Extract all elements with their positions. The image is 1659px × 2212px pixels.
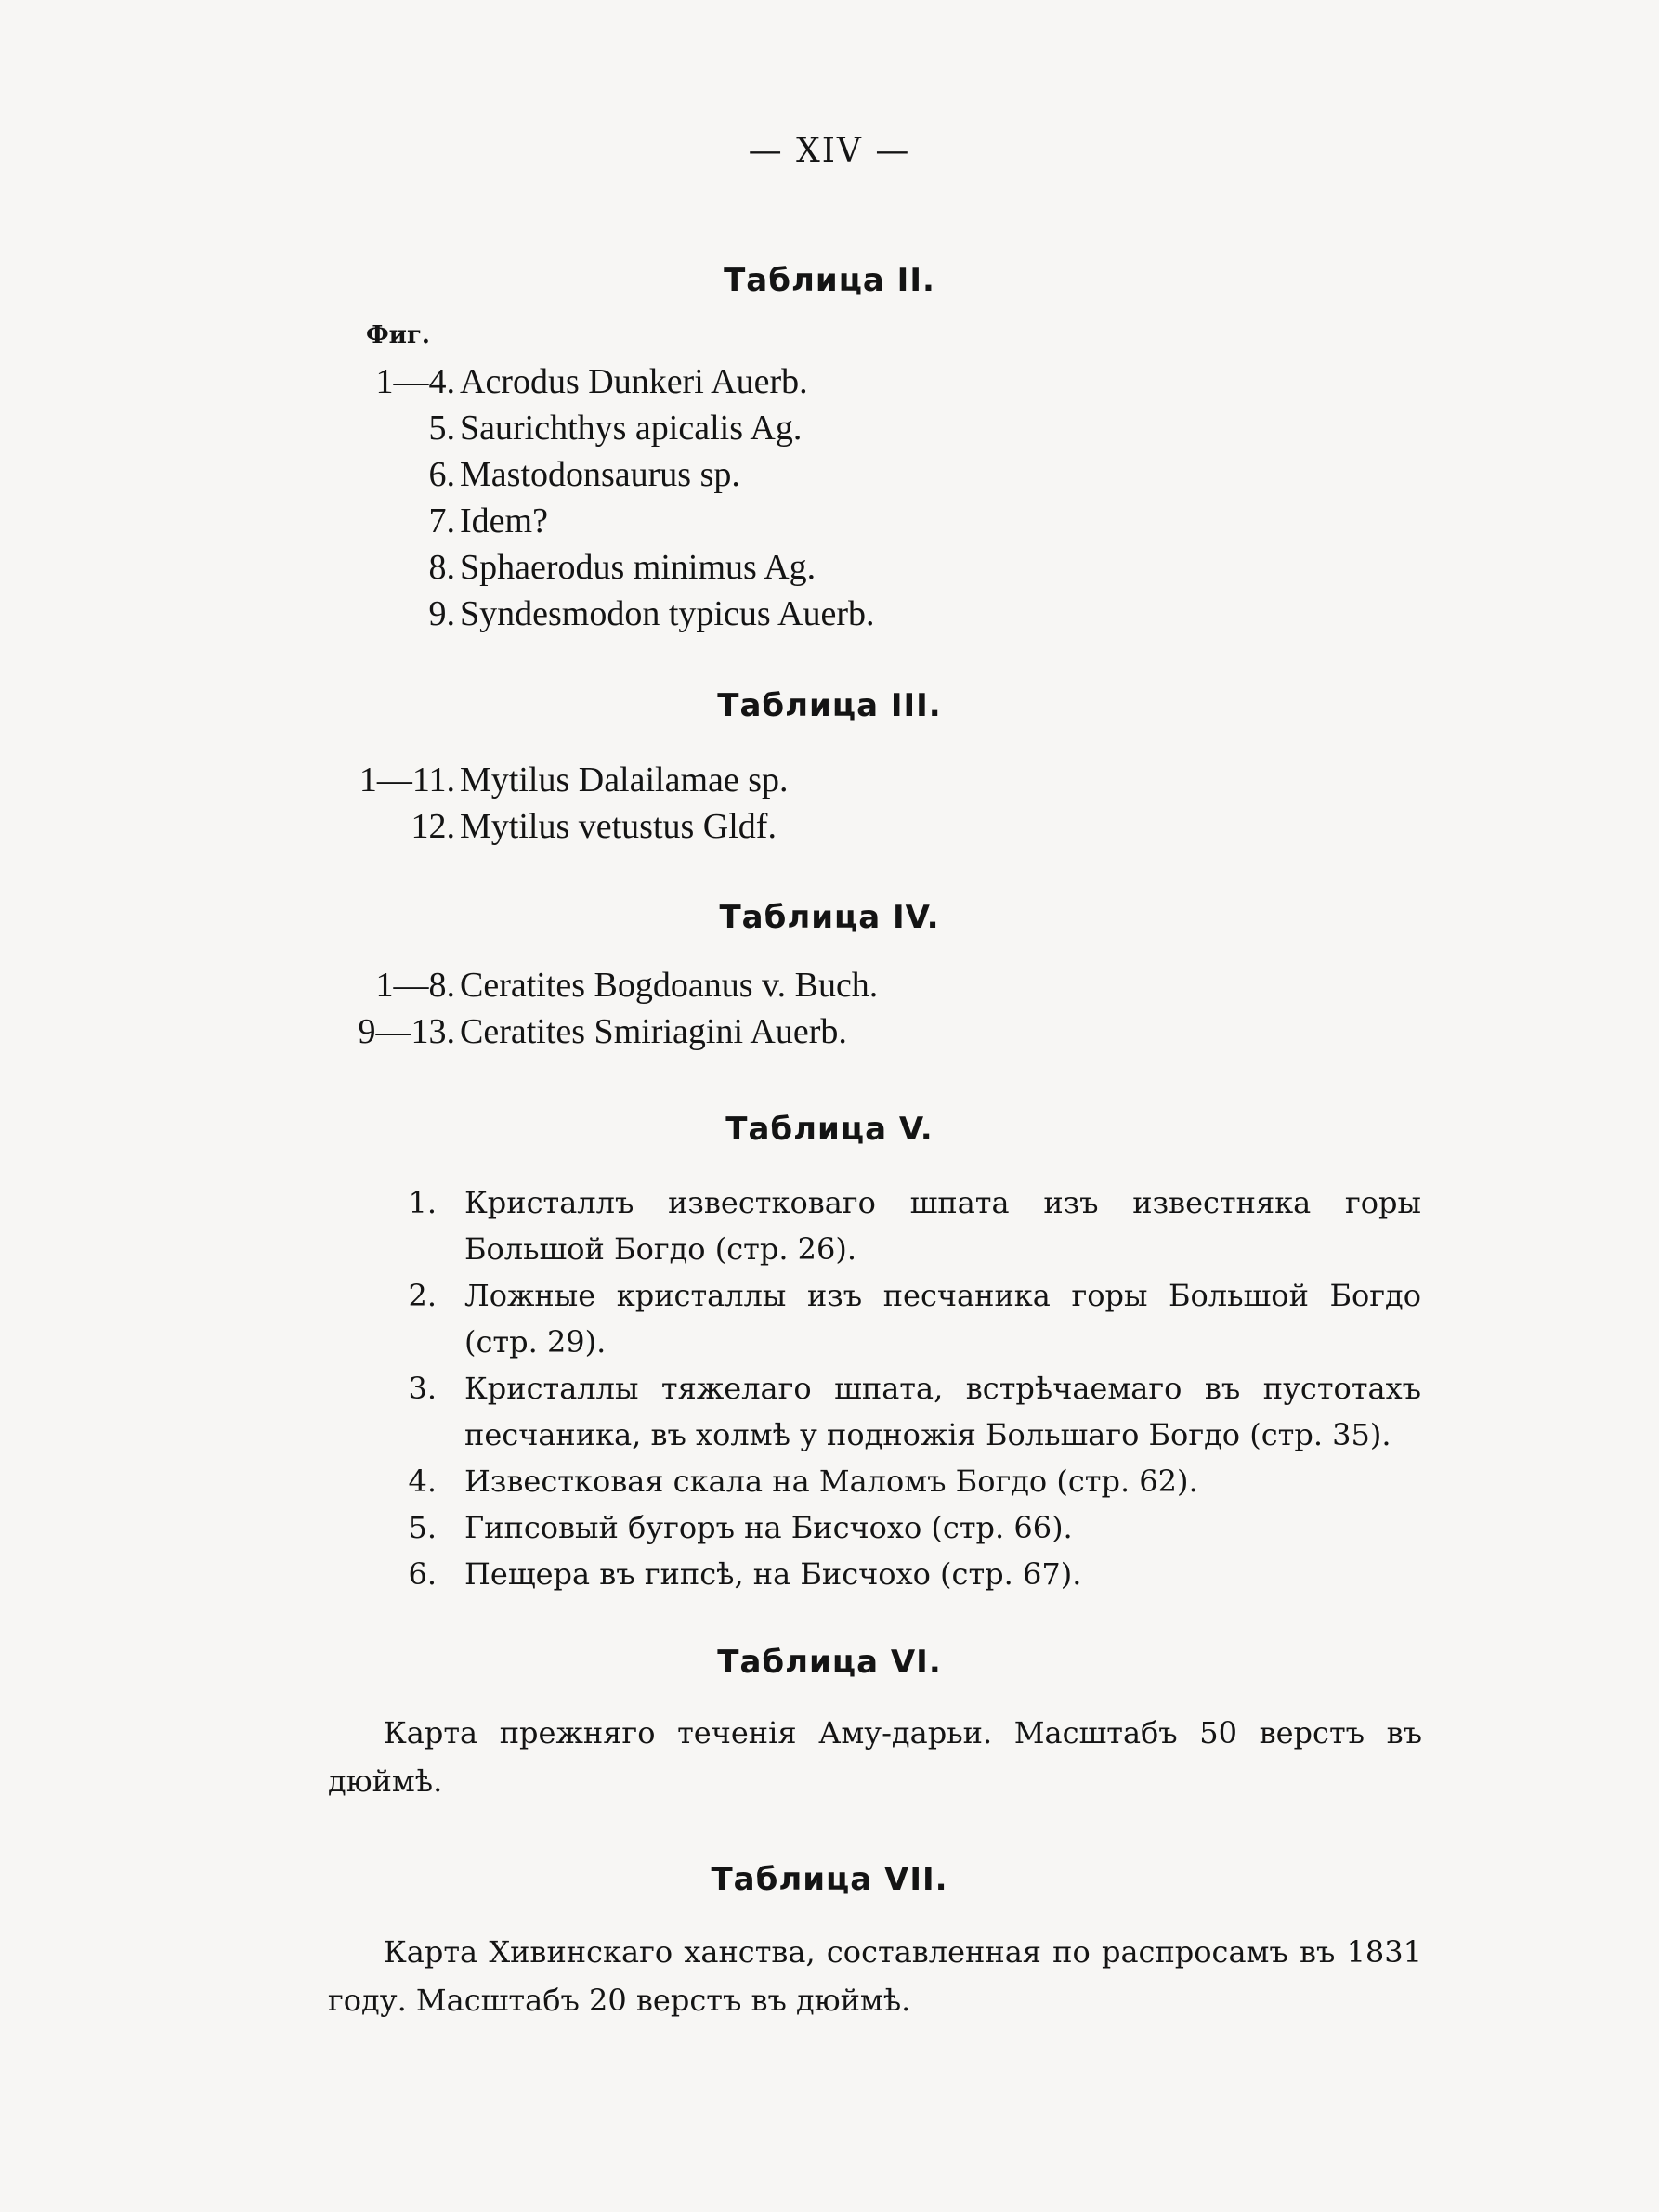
table-4-list xyxy=(0,962,1659,1055)
item-text: Mastodonsaurus sp. xyxy=(460,455,740,494)
table-7-text: Карта Хивинскаго ханства, составленная по распросамъ въ 1831 году. Масштабъ 20 верстъ въ дюймѣ. xyxy=(328,1934,1422,2018)
table-6-text: Карта прежняго теченія Аму-дарьи. Масштабъ 50 верстъ въ дюймѣ. xyxy=(328,1715,1422,1799)
list-item xyxy=(0,1272,1659,1365)
list-item xyxy=(0,803,1659,850)
table-7-heading: Таблица VII. xyxy=(711,1861,948,1898)
table-3-heading: Таблица III. xyxy=(717,687,942,724)
page-number: — XIV — xyxy=(748,132,911,170)
item-text: Ceratites Smiriagini Auerb. xyxy=(460,1012,847,1051)
list-item xyxy=(0,405,1659,451)
item-text: Sphaerodus minimus Ag. xyxy=(460,548,816,587)
table-4-heading: Таблица IV. xyxy=(719,899,940,936)
list-item xyxy=(0,1504,1659,1551)
item-number: 9. xyxy=(428,594,455,633)
item-number: 4. xyxy=(408,1464,437,1499)
list-item xyxy=(0,544,1659,591)
item-text: Пещера въ гипсѣ, на Бисчохо (стр. 67). xyxy=(464,1556,1082,1592)
item-number: 3. xyxy=(408,1371,437,1406)
item-number: 7. xyxy=(428,501,455,540)
list-item xyxy=(0,1551,1659,1597)
item-number: 1—8. xyxy=(375,966,455,1005)
item-number: 9—13. xyxy=(358,1012,455,1051)
table-6-description xyxy=(328,1709,1422,1805)
item-text: Syndesmodon typicus Auerb. xyxy=(460,594,875,633)
list-item xyxy=(0,962,1659,1008)
item-number: 1—11. xyxy=(359,761,455,800)
item-number: 12. xyxy=(411,807,455,846)
list-item xyxy=(0,591,1659,637)
item-text: Saurichthys apicalis Ag. xyxy=(460,409,803,448)
item-text: Acrodus Dunkeri Auerb. xyxy=(460,362,808,401)
table-6-heading: Таблица VI. xyxy=(717,1644,942,1681)
item-text: Mytilus Dalailamae sp. xyxy=(460,761,789,800)
item-text: Idem? xyxy=(460,501,548,540)
list-item xyxy=(0,1179,1659,1272)
item-text: Ceratites Bogdoanus v. Buch. xyxy=(460,966,879,1005)
fig-label: Фиг. xyxy=(366,321,430,349)
item-text: Ложные кристаллы изъ песчаника горы Большой Богдо (стр. 29). xyxy=(464,1278,1421,1360)
item-number: 8. xyxy=(428,548,455,587)
item-number: 2. xyxy=(408,1278,437,1313)
item-number: 5. xyxy=(428,409,455,448)
item-text: Гипсовый бугоръ на Бисчохо (стр. 66). xyxy=(464,1510,1073,1545)
item-text: Известковая скала на Маломъ Богдо (стр. 62). xyxy=(464,1464,1198,1499)
table-5-list xyxy=(0,1179,1659,1597)
list-item xyxy=(0,1365,1659,1458)
table-5-heading: Таблица V. xyxy=(725,1111,934,1148)
item-text: Кристаллъ известковаго шпата изъ известняка горы Большой Богдо (стр. 26). xyxy=(464,1185,1421,1267)
list-item xyxy=(0,1458,1659,1504)
item-text: Mytilus vetustus Gldf. xyxy=(460,807,777,846)
list-item xyxy=(0,451,1659,498)
item-text: Кристаллы тяжелаго шпата, встрѣчаемаго въ пустотахъ песчаника, въ холмѣ у подножія Большаго Богдо (стр. 35). xyxy=(464,1371,1421,1452)
item-number: 6. xyxy=(428,455,455,494)
list-item xyxy=(0,358,1659,405)
item-number: 1. xyxy=(408,1185,437,1220)
list-item xyxy=(0,1008,1659,1055)
item-number: 6. xyxy=(408,1556,437,1592)
table-2-heading: Таблица II. xyxy=(724,262,935,299)
table-7-description xyxy=(328,1928,1422,2024)
list-item xyxy=(0,498,1659,544)
list-item xyxy=(0,757,1659,803)
item-number: 1—4. xyxy=(375,362,455,401)
item-number: 5. xyxy=(408,1510,437,1545)
table-3-list xyxy=(0,757,1659,850)
table-2-list xyxy=(0,358,1659,637)
